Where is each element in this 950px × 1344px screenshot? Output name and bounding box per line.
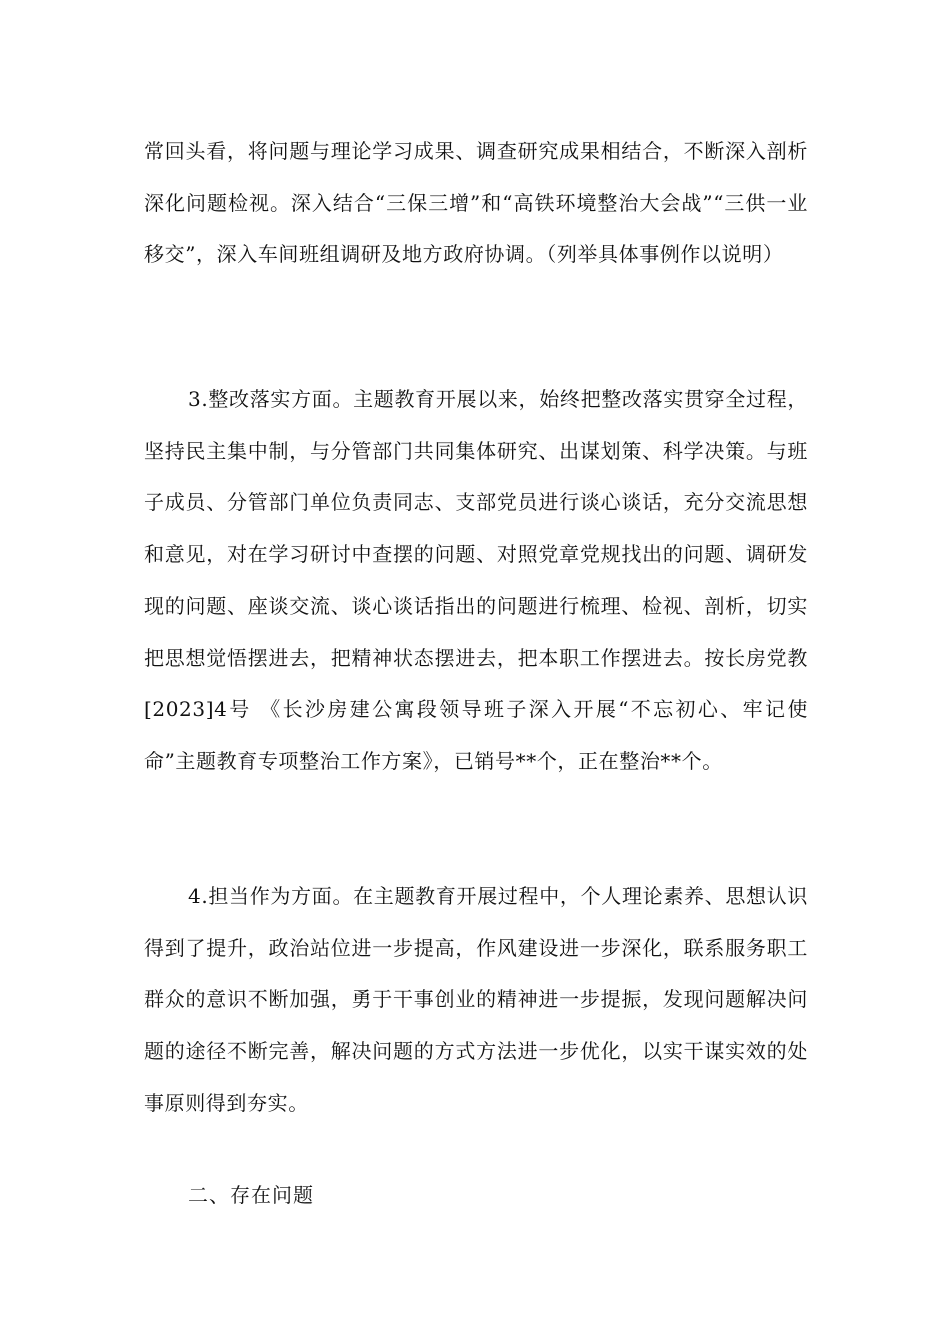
paragraph-continuation: 常回头看，将问题与理论学习成果、调查研究成果相结合，不断深入剖析深化问题检视。深入结合“三保三增”和“高铁环境整治大会战”“三供一业移交”，深入车间班组调研及地方政府协调。（列举具体事例作以说明） bbox=[144, 139, 808, 267]
paragraph-rectification: 3.整改落实方面。主题教育开展以来，始终把整改落实贯穿全过程，坚持民主集中制，与分管部门共同集体研究、出谋划策、科学决策。与班子成员、分管部门单位负责同志、支部党员进行谈心谈话，充分交流思想和意见，对在学习研讨中查摆的问题、对照党章党规找出的问题、调研发现的问题、座谈交流、谈心谈话指出的问题进行梳理、检视、剖析，切实把思想觉悟摆进去，把精神状态摆进去，把本职工作摆进去。按长房党教[2023]4号 《长沙房建公寓段领导班子深入开展“不忘初心、牢记使命”主题教育专项整治工作方案》，已销号**个，正在整治**个。 bbox=[144, 387, 808, 773]
section-heading: 二、存在问题 bbox=[188, 1183, 314, 1207]
paragraph-responsibility: 4.担当作为方面。在主题教育开展过程中，个人理论素养、思想认识得到了提升，政治站位进一步提高，作风建设进一步深化，联系服务职工群众的意识不断加强，勇于干事创业的精神进一步提振，发现问题解决问题的途径不断完善，解决问题的方式方法进一步优化，以实干谋实效的处事原则得到夯实。 bbox=[144, 884, 808, 1115]
